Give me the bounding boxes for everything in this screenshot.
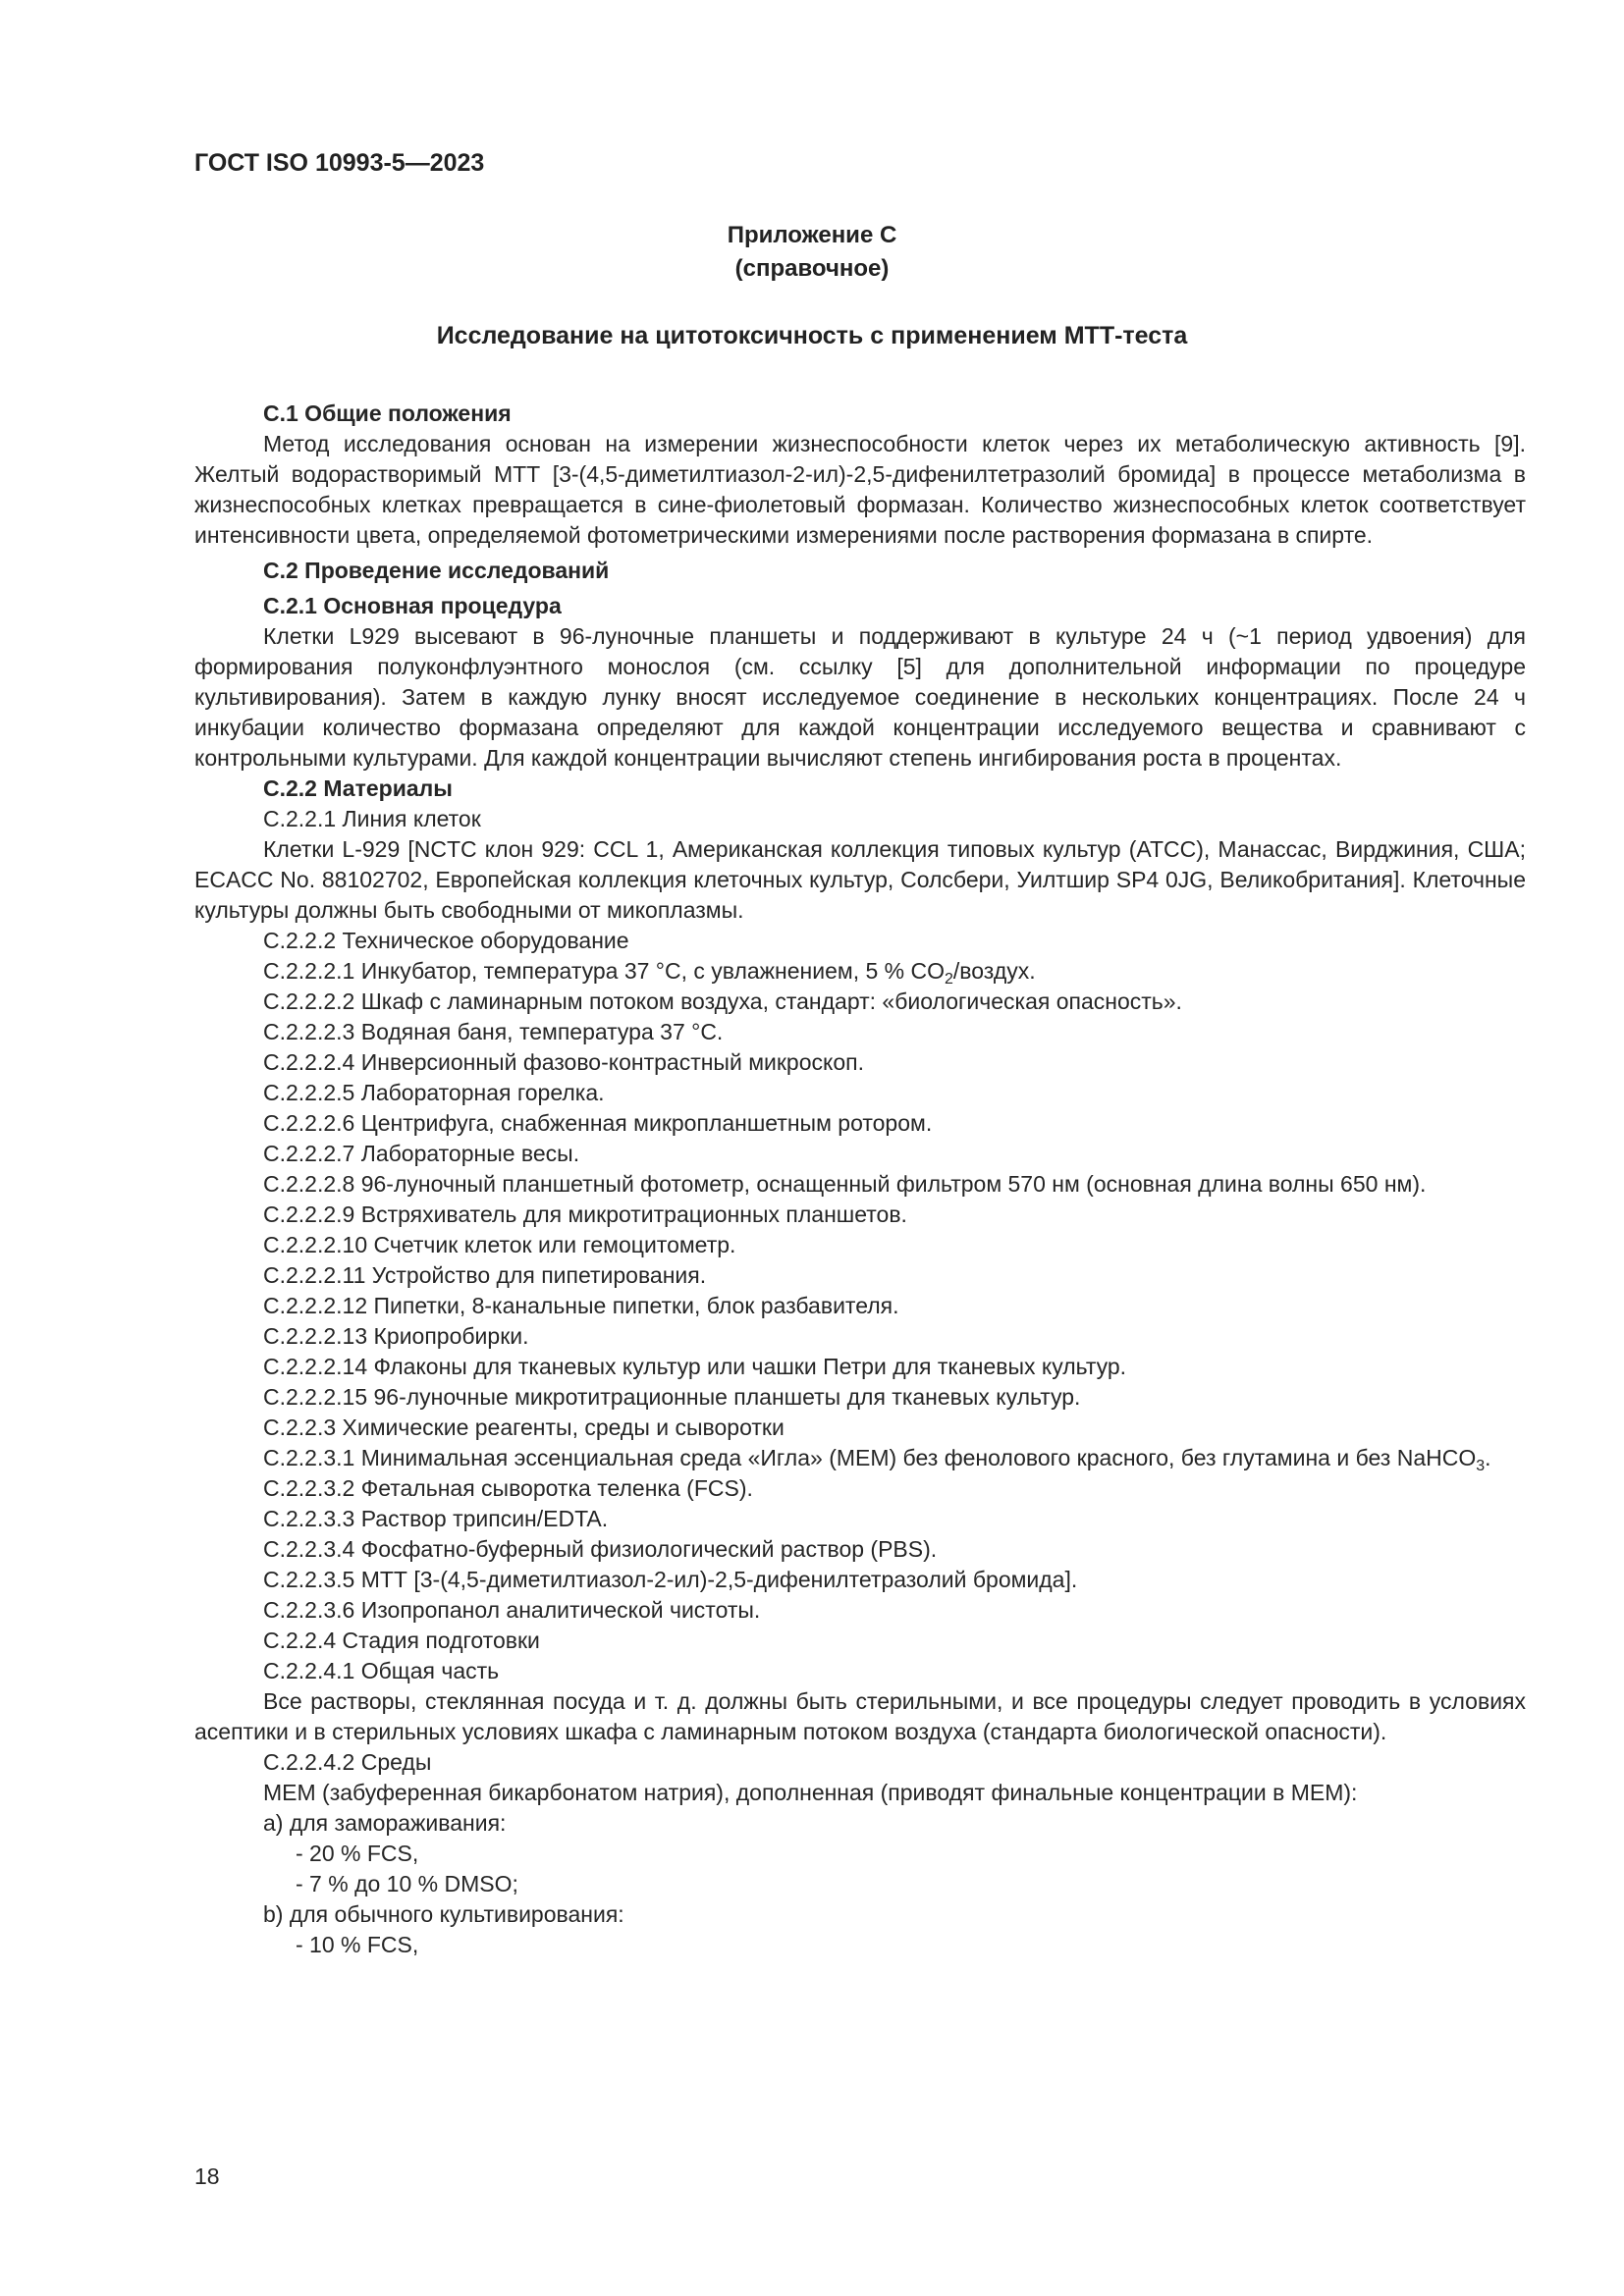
annex-type: (справочное): [734, 255, 890, 282]
subscript-3: 3: [1476, 1458, 1486, 1474]
equipment-item: С.2.2.2.5 Лабораторная горелка.: [263, 1080, 605, 1105]
list-item-b: b) для обычного культивирования:: [263, 1901, 624, 1927]
equipment-item: С.2.2.2.9 Встряхиватель для микротитрационных планшетов.: [263, 1201, 907, 1227]
reagent-item-1-text: С.2.2.3.1 Минимальная эссенциальная среда «Игла» (MEM) без фенолового красного, без глутамина и без NaHCO: [263, 1445, 1477, 1470]
reagent-item-1-tail: .: [1485, 1445, 1491, 1470]
annex-label: Приложение С: [727, 222, 897, 248]
equipment-item-1-text: С.2.2.2.1 Инкубатор, температура 37 °С, с увлажнением, 5 % CO: [263, 958, 946, 984]
section-c1-paragraph: Метод исследования основан на измерении жизнеспособности клеток через их метаболическую активность [9]. Желтый водорастворимый МТТ [3-(4,5-диметилтиазол-2-ил)-2,5-дифенилтетразолий бромида] в процессе метаболизма в жизнеспособных клетках превращается в сине-фиолетовый формазан. Количество жизнеспособных клеток соответствует интенсивности цвета, определяемой фотометрическими измерениями после растворения формазана в спирте.: [194, 431, 1526, 548]
list-subitem: - 10 % FCS,: [296, 1932, 419, 1957]
section-c2241-paragraph: Все растворы, стеклянная посуда и т. д. должны быть стерильными, и все процедуры следует проводить в условиях асептики и в стерильных условиях шкафа с ламинарным потоком воздуха (стандарта биологической опасности).: [194, 1688, 1526, 1744]
equipment-item: С.2.2.2.15 96-луночные микротитрационные планшеты для тканевых культур.: [263, 1384, 1081, 1410]
reagent-item: С.2.2.3.6 Изопропанол аналитической чистоты.: [263, 1597, 761, 1623]
section-c2-heading: С.2 Проведение исследований: [263, 558, 610, 583]
section-c2242-heading: С.2.2.4.2 Среды: [263, 1749, 432, 1775]
equipment-item: С.2.2.2.8 96-луночный планшетный фотометр, оснащенный фильтром 570 нм (основная длина волны 650 нм).: [263, 1171, 1427, 1197]
subscript-2: 2: [945, 971, 953, 988]
section-c2241-heading: С.2.2.4.1 Общая часть: [263, 1658, 500, 1683]
list-item-a: a) для замораживания:: [263, 1810, 507, 1836]
equipment-item: С.2.2.2.10 Счетчик клеток или гемоцитометр.: [263, 1232, 736, 1257]
document-body: [194, 399, 1526, 1960]
section-c224-heading: С.2.2.4 Стадия подготовки: [263, 1628, 540, 1653]
equipment-item: С.2.2.2.11 Устройство для пипетирования.: [263, 1262, 707, 1288]
equipment-item-1-tail: /воздух.: [952, 958, 1036, 984]
section-c22-heading: С.2.2 Материалы: [263, 775, 453, 801]
list-subitem: - 7 % до 10 % DMSO;: [296, 1871, 518, 1896]
section-c2242-paragraph: MEM (забуференная бикарбонатом натрия), дополненная (приводят финальные концентрации в MEM):: [263, 1780, 1358, 1805]
standard-designation: ГОСТ ISO 10993-5—2023: [194, 149, 485, 177]
reagent-item-1: [194, 1443, 1526, 1473]
reagent-item: С.2.2.3.2 Фетальная сыворотка теленка (FCS).: [263, 1475, 753, 1501]
equipment-item: С.2.2.2.4 Инверсионный фазово-контрастный микроскоп.: [263, 1049, 864, 1075]
reagent-item: С.2.2.3.3 Раствор трипсин/EDTA.: [263, 1506, 609, 1531]
section-c21-heading: С.2.1 Основная процедура: [263, 593, 562, 618]
equipment-item: С.2.2.2.6 Центрифуга, снабженная микропланшетным ротором.: [263, 1110, 933, 1136]
reagent-item: С.2.2.3.5 МТТ [3-(4,5-диметилтиазол-2-ил)-2,5-дифенилтетразолий бромида].: [263, 1567, 1078, 1592]
section-c21-paragraph: Клетки L929 высевают в 96-луночные планшеты и поддерживают в культуре 24 ч (~1 период удвоения) для формирования полуконфлуэнтного монослоя (см. ссылку [5] для дополнительной информации по процедуре культивирования). Затем в каждую лунку вносят исследуемое соединение в нескольких концентрациях. После 24 ч инкубации количество формазана определяют для каждой концентрации исследуемого вещества и сравнивают с контрольными культурами. Для каждой концентрации вычисляют степень ингибирования роста в процентах.: [194, 623, 1526, 771]
list-subitem: - 20 % FCS,: [296, 1841, 419, 1866]
equipment-item: С.2.2.2.14 Флаконы для тканевых культур или чашки Петри для тканевых культур.: [263, 1354, 1127, 1379]
equipment-item: С.2.2.2.3 Водяная баня, температура 37 °С.: [263, 1019, 724, 1044]
equipment-item-1: [194, 956, 1526, 987]
section-c222-heading: С.2.2.2 Техническое оборудование: [263, 928, 629, 953]
equipment-item: С.2.2.2.7 Лабораторные весы.: [263, 1141, 580, 1166]
section-c221-heading: С.2.2.1 Линия клеток: [263, 806, 481, 831]
section-c223-heading: С.2.2.3 Химические реагенты, среды и сыворотки: [263, 1415, 785, 1440]
reagent-item: С.2.2.3.4 Фосфатно-буферный физиологический раствор (PBS).: [263, 1536, 938, 1562]
page-number: 18: [194, 2163, 220, 2189]
equipment-item: С.2.2.2.12 Пипетки, 8-канальные пипетки, блок разбавителя.: [263, 1293, 899, 1318]
section-c221-paragraph: Клетки L-929 [NCTC клон 929: CCL 1, Американская коллекция типовых культур (ATCC), Манассас, Вирджиния, США; ECACC No. 88102702, Европейская коллекция клеточных культур, Солсбери, Уилтшир SP4 0JG, Великобритания]. Клеточные культуры должны быть свободными от микоплазмы.: [194, 836, 1526, 923]
equipment-item: С.2.2.2.13 Криопробирки.: [263, 1323, 529, 1349]
annex-title: Исследование на цитотоксичность с применением МТТ-теста: [436, 322, 1188, 349]
equipment-item: С.2.2.2.2 Шкаф с ламинарным потоком воздуха, стандарт: «биологическая опасность».: [263, 988, 1182, 1014]
section-c1-heading: С.1 Общие положения: [263, 400, 512, 426]
